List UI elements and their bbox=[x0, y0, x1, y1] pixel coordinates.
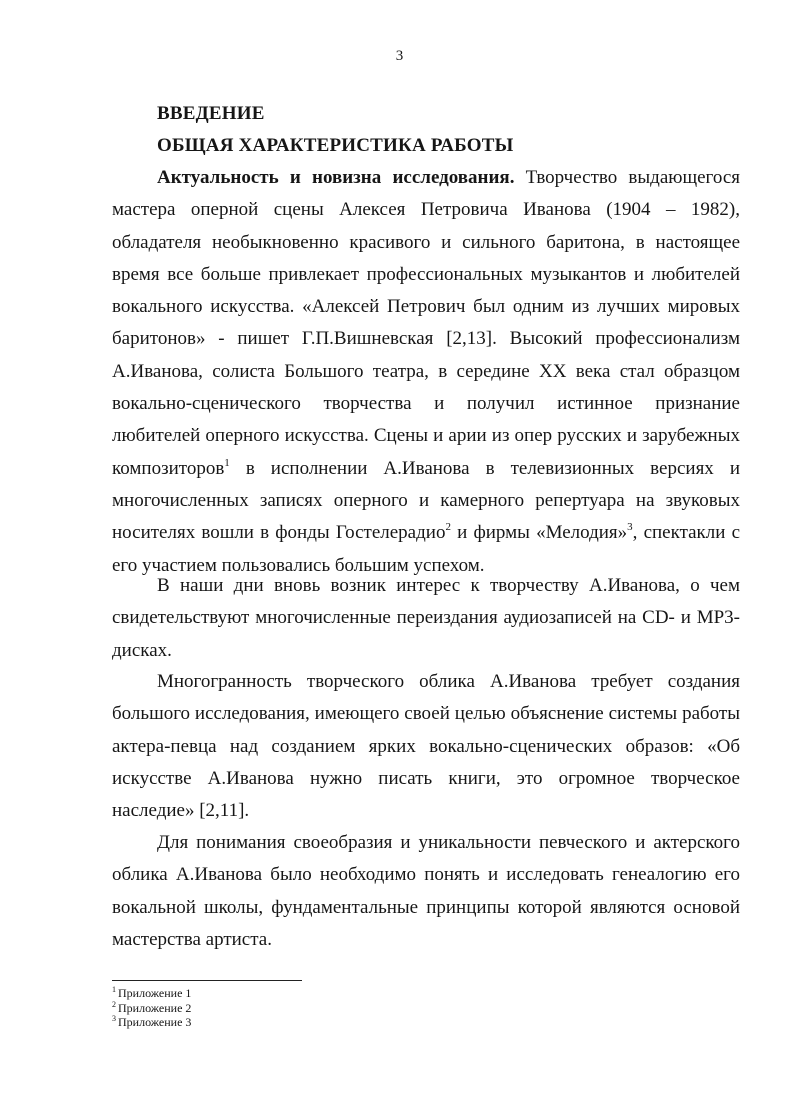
paragraph-relevance bbox=[112, 162, 740, 582]
footnote-mark: 3 bbox=[112, 1014, 116, 1023]
footnote-text: Приложение 3 bbox=[118, 1015, 192, 1029]
footnote-item bbox=[112, 1015, 191, 1030]
page-number: 3 bbox=[395, 48, 404, 64]
footnote-item bbox=[112, 986, 191, 1001]
paragraph-text: , спектакли с его участием пользовались большим успехом. bbox=[112, 522, 741, 576]
footnote-text: Приложение 1 bbox=[118, 986, 192, 1000]
footnotes bbox=[112, 986, 191, 1030]
footnote-mark: 2 bbox=[112, 999, 116, 1009]
paragraph-text: Творчество выдающегося мастера оперной сцены Алексея Петровича Иванова (1904 – 1982), обладателя необыкновенно красивого и сильного баритона, в настоящее время все больше привлекает профессиональных музыкантов и любителей вокального искусства. «Алексей Петрович был одним из лучших мировых баритонов» - пишет Г.П.Вишневская [2,13]. Высокий профессионализм А.Иванова, солиста Большого театра, в середине XX века стал образцом вокально-сценического творчества и получил истинное признание любителей оперного искусства. Сцены и арии из опер русских и зарубежных композиторов bbox=[112, 167, 740, 479]
paragraph-lead-relevance: Актуальность и новизна исследования. bbox=[157, 167, 515, 188]
footnote-ref-3: 3 bbox=[627, 521, 633, 534]
paragraph-vocal-school: Для понимания своеобразия и уникальности певческого и актерского облика А.Иванова было необходимо понять и исследовать генеалогию его вокальной школы, фундаментальные принципы которой являются основой мастерства артиста. bbox=[112, 832, 740, 950]
paragraph-text: и фирмы «Мелодия» bbox=[450, 522, 628, 544]
footnote-divider bbox=[112, 980, 302, 981]
footnote-ref-1: 1 bbox=[224, 456, 230, 469]
heading-general-characteristics: ОБЩАЯ ХАРАКТЕРИСТИКА РАБОТЫ bbox=[157, 135, 514, 156]
footnote-mark: 1 bbox=[112, 985, 116, 994]
paragraph-renewed-interest: В наши дни вновь возник интерес к творчеству А.Иванова, о чем свидетельствуют многочисленные переиздания аудиозаписей на CD- и MP3-дисках. bbox=[112, 575, 740, 661]
heading-introduction: ВВЕДЕНИЕ bbox=[157, 103, 265, 124]
footnote-text: Приложение 2 bbox=[118, 1000, 192, 1015]
paragraph-multifaceted: Многогранность творческого облика А.Иванова требует создания большого исследования, имеющего своей целью объяснение системы работы актера-певца над созданием ярких вокально-сценических образов: «Об искусстве А.Иванова нужно писать книги, это огромное творческое наследие» [2,11]. bbox=[112, 671, 740, 822]
footnote-item bbox=[112, 1001, 191, 1016]
paragraph-text: в исполнении А.Иванова в телевизионных версиях и многочисленных записях оперного и камерного репертуара на звуковых носителях вошли в фонды Гостелерадио bbox=[112, 457, 740, 544]
footnote-ref-2: 2 bbox=[445, 521, 451, 534]
